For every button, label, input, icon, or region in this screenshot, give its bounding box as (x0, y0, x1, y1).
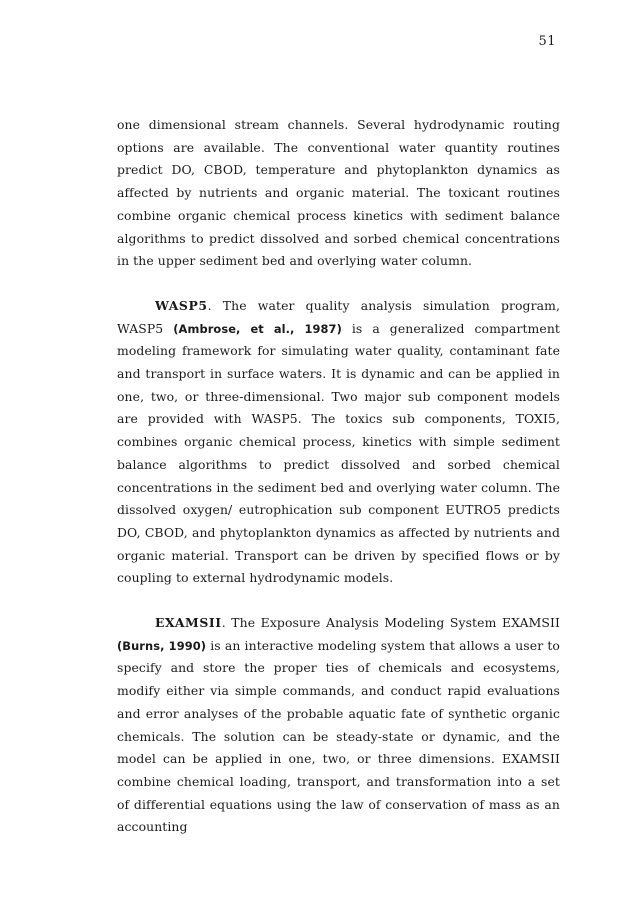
citation: (Burns, 1990) (117, 638, 207, 653)
body-text (117, 114, 560, 839)
model-term: EXAMSII (155, 615, 222, 631)
citation: (Ambrose, et al., 1987) (173, 321, 342, 336)
page-number: 51 (538, 34, 556, 49)
paragraph-text: is a generalized compartment modeling framework for simulating water quality, contaminant fate and transport in surface waters. It is dynamic and can be applied in one, two, or three-dimensional. Two major sub component models are provided with WASP5. The toxics sub components, TOXI5, combines organic chemical process, kinetics with simple sediment balance algorithms to predict dissolved and sorbed chemical concentrations in the sediment bed and overlying water column. The dissolved oxygen/ eutrophication sub component EUTRO5 predicts DO, CBOD, and phytoplankton dynamics as affected by nutrients and organic material. Transport can be driven by specified flows or by coupling to external hydrodynamic models. (117, 320, 560, 586)
paragraph-continuation (117, 114, 560, 273)
paragraph-text: . The Exposure Analysis Modeling System EXAMSII (221, 615, 560, 631)
model-term: WASP5 (155, 297, 208, 313)
paragraph-text: is an interactive modeling system that allows a user to specify and store the proper ties of chemicals and ecosystems, modify either via simple commands, and conduct rapid evaluations and error analyses of the probable aquatic fate of synthetic organic chemicals. The solution can be steady-state or dynamic, and the model can be applied in one, two, or three dimensions. EXAMSII combine chemical loading, transport, and transformation into a set of differential equations using the law of conservation of mass as an accounting (117, 637, 560, 835)
paragraph-examsii (117, 612, 560, 839)
paragraph-text: one dimensional stream channels. Several hydrodynamic routing options are available. The conventional water quantity routines predict DO, CBOD, temperature and phytoplankton dynamics as affected by nutrients and organic material. The toxicant routines combine organic chemical process kinetics with sediment balance algorithms to predict dissolved and sorbed chemical concentrations in the upper sediment bed and overlying water column. (117, 117, 560, 269)
paragraph-text: . The water quality analysis simulation program, WASP5 (117, 297, 560, 336)
paragraph-wasp5 (117, 295, 560, 590)
